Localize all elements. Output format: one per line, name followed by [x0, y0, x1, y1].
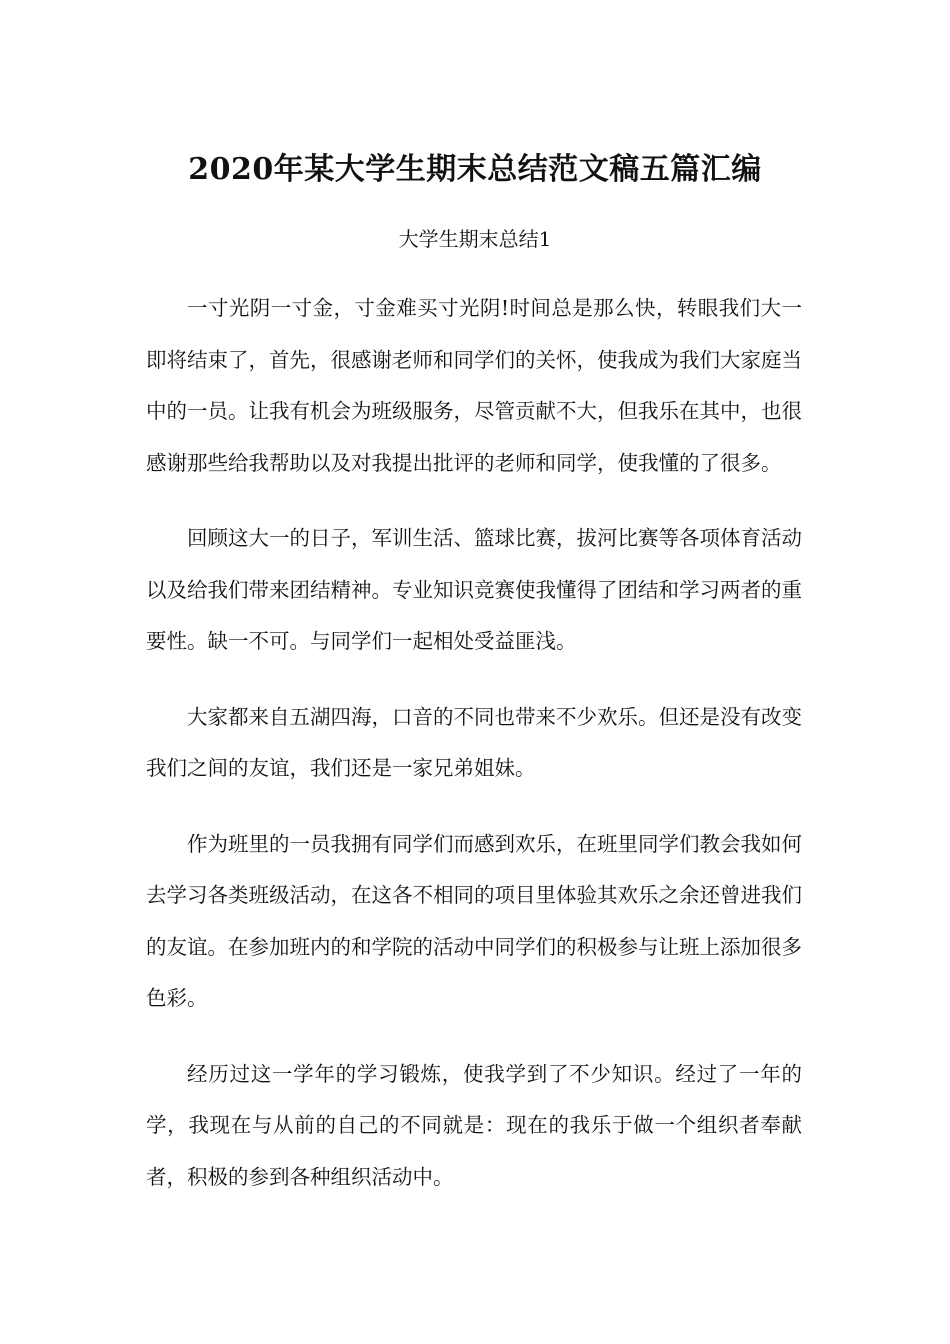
- paragraph-4: 作为班里的一员我拥有同学们而感到欢乐，在班里同学们教会我如何去学习各类班级活动，在这各不相同的项目里体验其欢乐之余还曾进我们的友谊。在参加班内的和学院的活动中同学们的积极参与让班上添加很多色彩。: [146, 831, 802, 1010]
- paragraph-1: 一寸光阴一寸金，寸金难买寸光阴!时间总是那么快，转眼我们大一即将结束了，首先，很感谢老师和同学们的关怀，使我成为我们大家庭当中的一员。让我有机会为班级服务，尽管贡献不大，但我乐在其中，也很感谢那些给我帮助以及对我提出批评的老师和同学，使我懂的了很多。: [146, 296, 802, 475]
- paragraph-2: 回顾这大一的日子，军训生活、篮球比赛，拔河比赛等各项体育活动以及给我们带来团结精神。专业知识竞赛使我懂得了团结和学习两者的重要性。缺一不可。与同学们一起相处受益匪浅。: [146, 526, 802, 653]
- paragraph-3: 大家都来自五湖四海，口音的不同也带来不少欢乐。但还是没有改变我们之间的友谊，我们还是一家兄弟姐妹。: [146, 704, 802, 780]
- document-body: [146, 283, 802, 1227]
- section-title: 大学生期末总结1: [398, 227, 552, 251]
- document-title: 2020年某大学生期末总结范文稿五篇汇编: [188, 152, 762, 187]
- paragraph-5: 经历过这一学年的学习锻炼，使我学到了不少知识。经过了一年的学，我现在与从前的自己的不同就是：现在的我乐于做一个组织者奉献者，积极的参到各种组织活动中。: [146, 1061, 802, 1189]
